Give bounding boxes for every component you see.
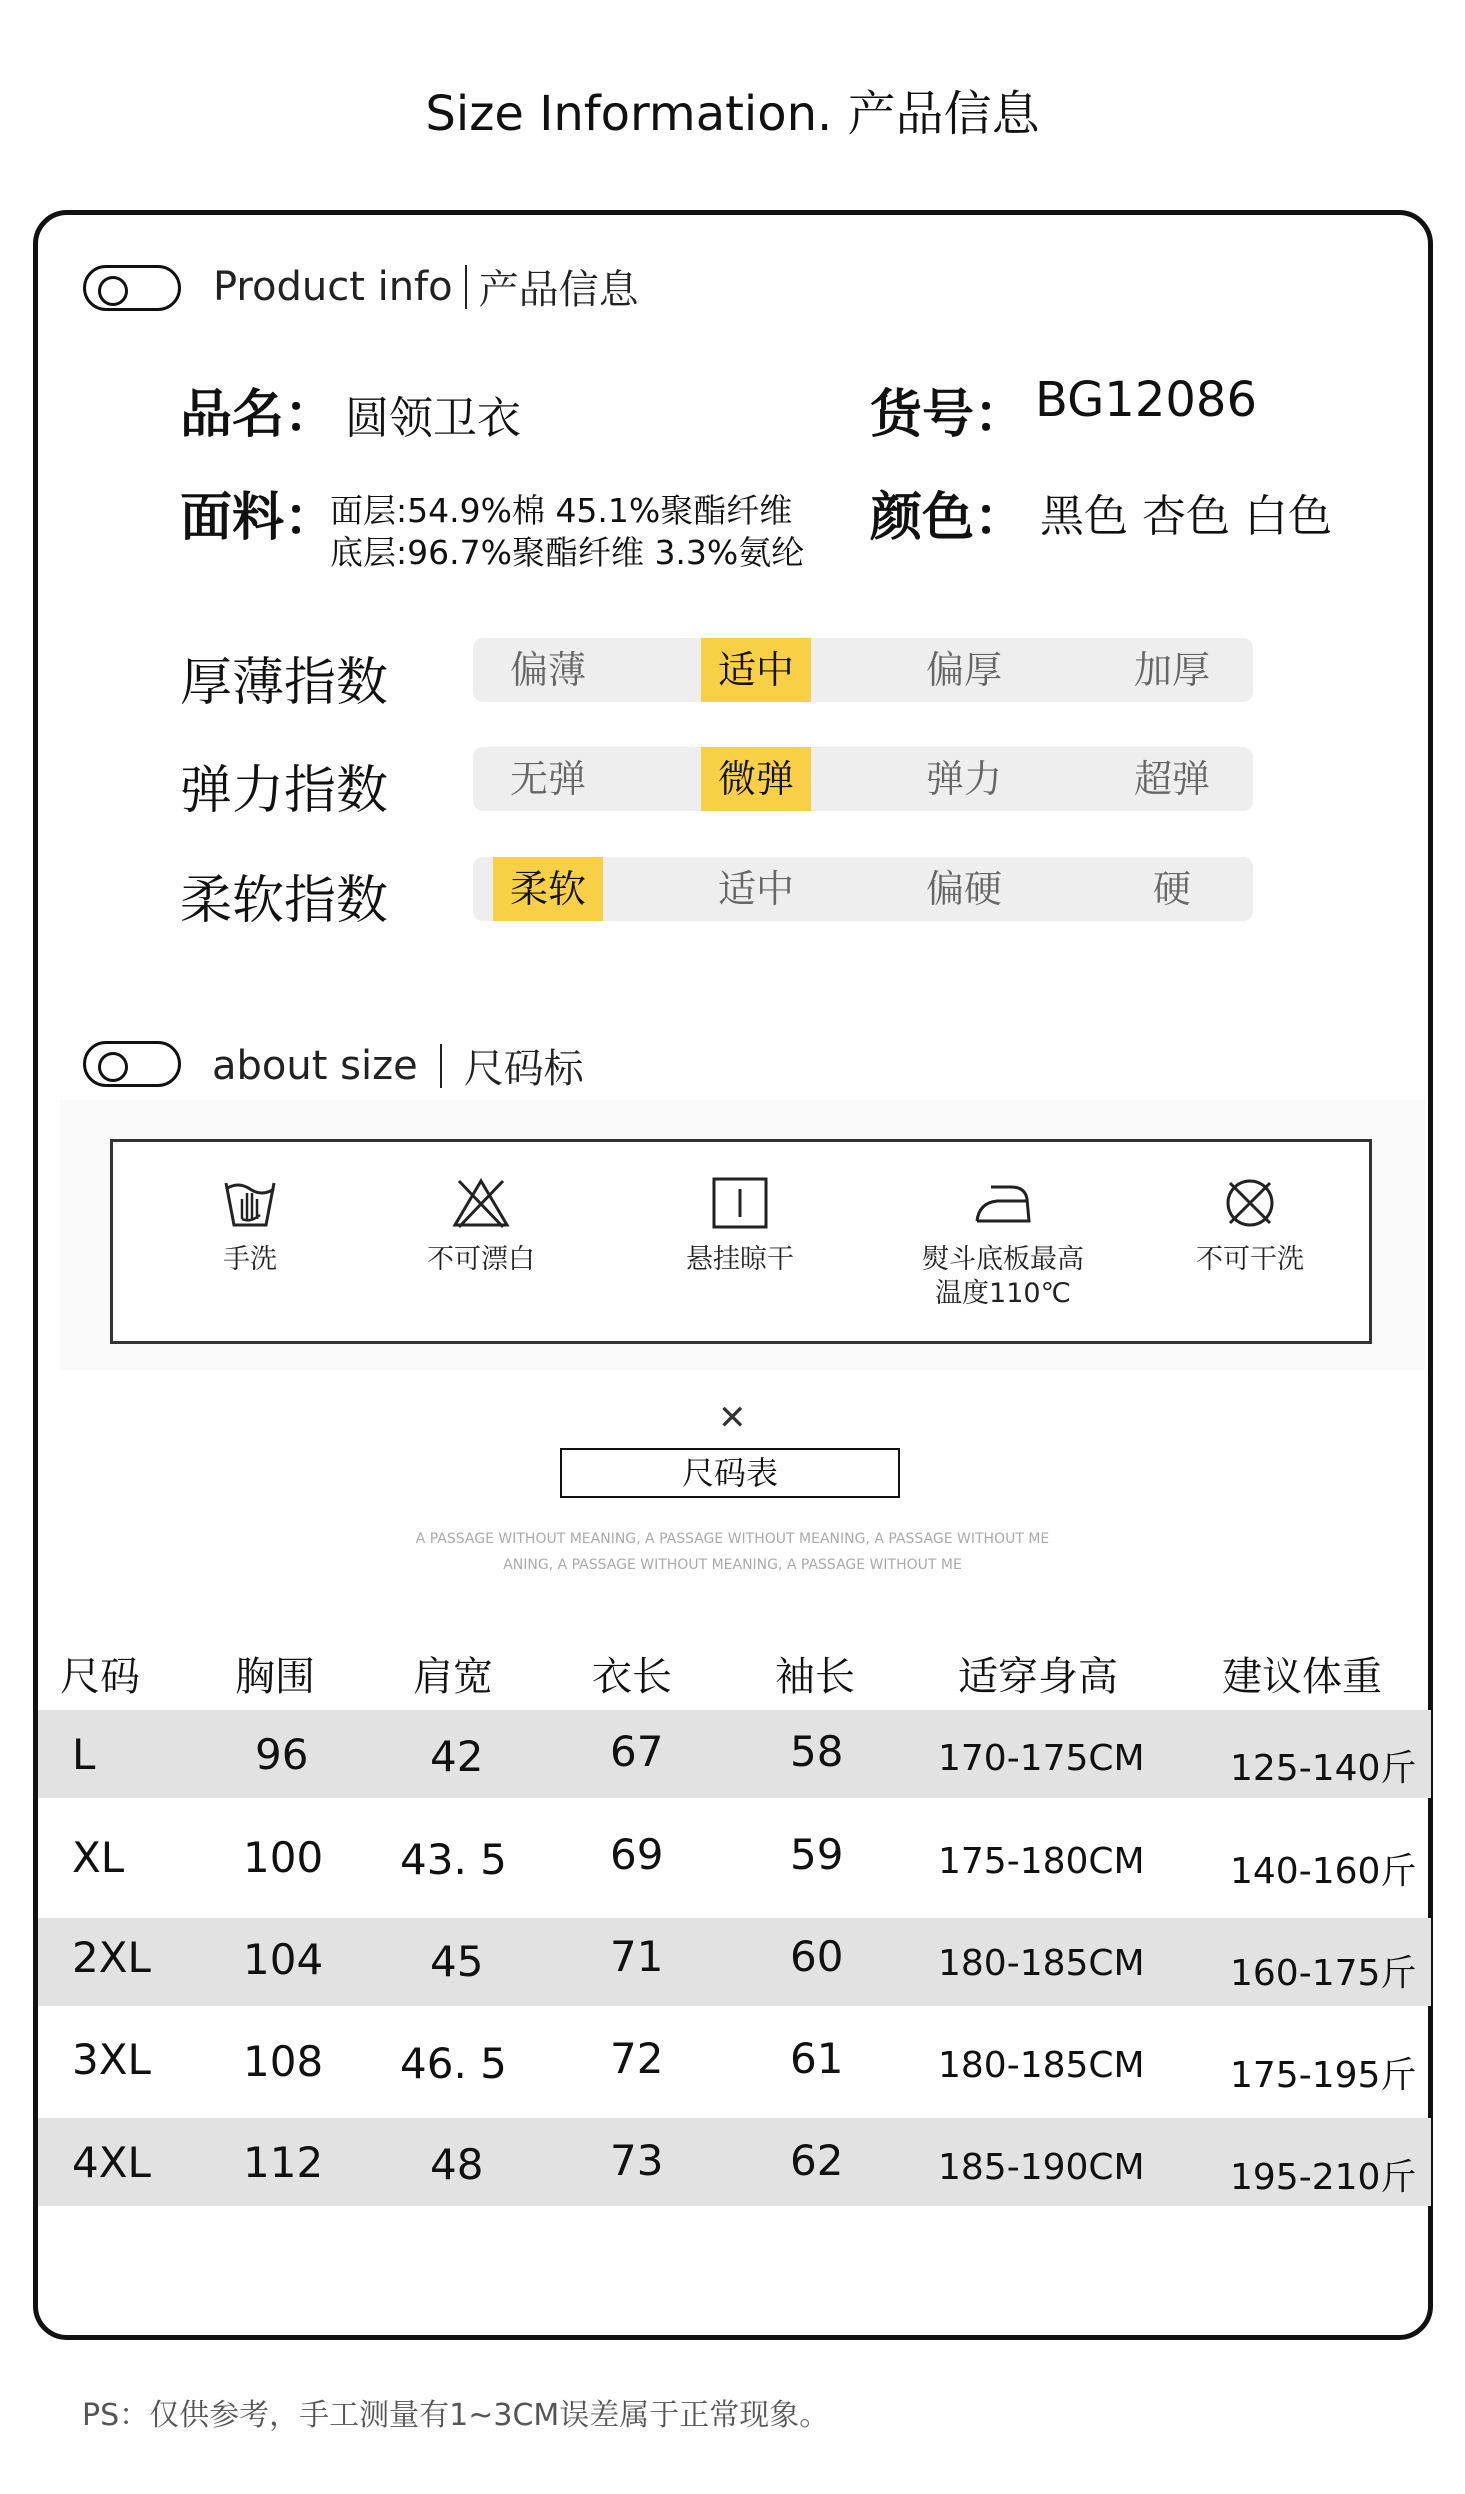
scale-option: 加厚 (1133, 648, 1210, 692)
fabric-line-1: 面层:54.9%棉 45.1%聚酯纤维 (330, 491, 793, 530)
decorative-passage-2: ANING, A PASSAGE WITHOUT MEANING, A PASSAGE WITHOUT ME (503, 1557, 962, 1573)
scale-option: 偏硬 (925, 867, 1002, 911)
color-label: 颜色： (870, 488, 1027, 548)
no-dry-clean-icon (1220, 1175, 1280, 1231)
size-chart-title: 尺码表 (560, 1448, 900, 1498)
table-cell: 180-185CM (938, 1943, 1145, 1984)
table-cell: 42 (430, 1732, 484, 1781)
table-cell: 104 (243, 1935, 324, 1984)
table-header: 袖长 (775, 1654, 855, 1700)
divider (465, 265, 467, 309)
table-cell: 62 (790, 2136, 844, 2185)
care-label: 悬挂晾干 (686, 1244, 794, 1275)
table-cell: 45 (430, 1937, 484, 1986)
table-cell: 160-175斤 (1230, 1953, 1417, 1994)
table-cell: XL (72, 1833, 125, 1882)
elasticity-scale (473, 747, 1253, 811)
table-header: 尺码 (60, 1654, 140, 1700)
table-cell: 3XL (72, 2035, 151, 2084)
table-cell: 100 (243, 1833, 324, 1882)
iron-icon (973, 1175, 1033, 1231)
thickness-scale (473, 638, 1253, 702)
scale-option: 无弹 (509, 757, 586, 801)
table-cell: 46. 5 (400, 2039, 507, 2088)
scale-option: 适中 (701, 638, 811, 702)
table-cell: 69 (610, 1830, 664, 1879)
scale-option: 偏薄 (509, 648, 586, 692)
name-label: 品名： (180, 385, 337, 445)
care-label: 不可漂白 (427, 1244, 535, 1275)
care-label: 手洗 (223, 1244, 277, 1275)
table-cell: 175-180CM (938, 1841, 1145, 1882)
table-header: 胸围 (235, 1654, 315, 1700)
scale-label-softness: 柔软指数 (180, 871, 389, 931)
no-bleach-icon (451, 1175, 511, 1231)
section-header-product-info (213, 258, 639, 315)
name-value: 圆领卫衣 (345, 393, 521, 444)
table-cell: 140-160斤 (1230, 1851, 1417, 1892)
table-cell: 125-140斤 (1230, 1748, 1417, 1789)
table-cell: 72 (610, 2034, 664, 2083)
table-header: 建议体重 (1222, 1654, 1382, 1700)
table-row-background (38, 1710, 1431, 1798)
scale-option: 适中 (717, 867, 794, 911)
table-header: 适穿身高 (958, 1654, 1118, 1700)
table-cell: 60 (790, 1932, 844, 1981)
care-label-line-2: 温度110℃ (935, 1278, 1071, 1309)
footnote: PS：仅供参考，手工测量有1~3CM误差属于正常现象。 (82, 2398, 830, 2433)
table-cell: 71 (610, 1932, 664, 1981)
table-cell: 61 (790, 2034, 844, 2083)
table-cell: 4XL (72, 2138, 151, 2187)
color-value: 黑色 杏色 白色 (1040, 491, 1332, 542)
care-label: 不可干洗 (1196, 1244, 1304, 1275)
softness-scale (473, 857, 1253, 921)
table-cell: L (72, 1730, 96, 1779)
scale-option: 柔软 (493, 857, 603, 921)
care-label: 熨斗底板最高 (922, 1244, 1084, 1275)
table-cell: 58 (790, 1727, 844, 1776)
care-iron (903, 1175, 1103, 1311)
scale-option: 弹力 (925, 757, 1002, 801)
section-header-label: about size (212, 1042, 418, 1089)
scale-option: 超弹 (1133, 757, 1210, 801)
table-cell: 96 (255, 1730, 309, 1779)
table-cell: 195-210斤 (1230, 2157, 1417, 2198)
toggle-icon (83, 1041, 181, 1087)
section-header-label-cn: 产品信息 (478, 267, 639, 313)
table-cell: 170-175CM (938, 1738, 1145, 1779)
divider (440, 1044, 442, 1088)
care-no-dry-clean (1150, 1175, 1350, 1277)
table-cell: 67 (610, 1727, 664, 1776)
toggle-icon (83, 265, 181, 311)
table-cell: 48 (430, 2140, 484, 2189)
scale-label-elasticity: 弹力指数 (180, 761, 389, 821)
table-header: 肩宽 (413, 1654, 493, 1700)
scale-option: 硬 (1152, 867, 1191, 911)
sku-label: 货号： (870, 385, 1027, 445)
fabric-label: 面料： (180, 488, 337, 548)
table-cell: 175-195斤 (1230, 2055, 1417, 2096)
table-cell: 59 (790, 1830, 844, 1879)
scale-option: 微弹 (701, 747, 811, 811)
scale-option: 偏厚 (925, 648, 1002, 692)
table-header: 衣长 (592, 1654, 672, 1700)
section-header-label: Product info (213, 263, 453, 310)
table-cell: 112 (243, 2138, 324, 2187)
close-icon: ✕ (718, 1398, 747, 1438)
fabric-line-2: 底层:96.7%聚酯纤维 3.3%氨纶 (330, 533, 805, 572)
scale-label-thickness: 厚薄指数 (180, 653, 389, 713)
table-cell: 108 (243, 2037, 324, 2086)
hang-dry-icon (710, 1175, 770, 1231)
hand-wash-icon (220, 1175, 280, 1231)
table-cell: 43. 5 (400, 1835, 507, 1884)
decorative-passage-1: A PASSAGE WITHOUT MEANING, A PASSAGE WITHOUT MEANING, A PASSAGE WITHOUT ME (415, 1531, 1050, 1547)
table-cell: 73 (610, 2136, 664, 2185)
table-cell: 185-190CM (938, 2147, 1145, 2188)
care-no-bleach (381, 1175, 581, 1277)
table-cell: 2XL (72, 1933, 151, 1982)
table-cell: 180-185CM (938, 2045, 1145, 2086)
section-header-about-size (212, 1037, 584, 1094)
care-hand-wash (150, 1175, 350, 1277)
section-header-label-cn: 尺码标 (463, 1046, 584, 1092)
sku-value: BG12086 (1035, 372, 1257, 428)
care-hang-dry (640, 1175, 840, 1277)
page-title: Size Information. 产品信息 (425, 86, 1040, 142)
